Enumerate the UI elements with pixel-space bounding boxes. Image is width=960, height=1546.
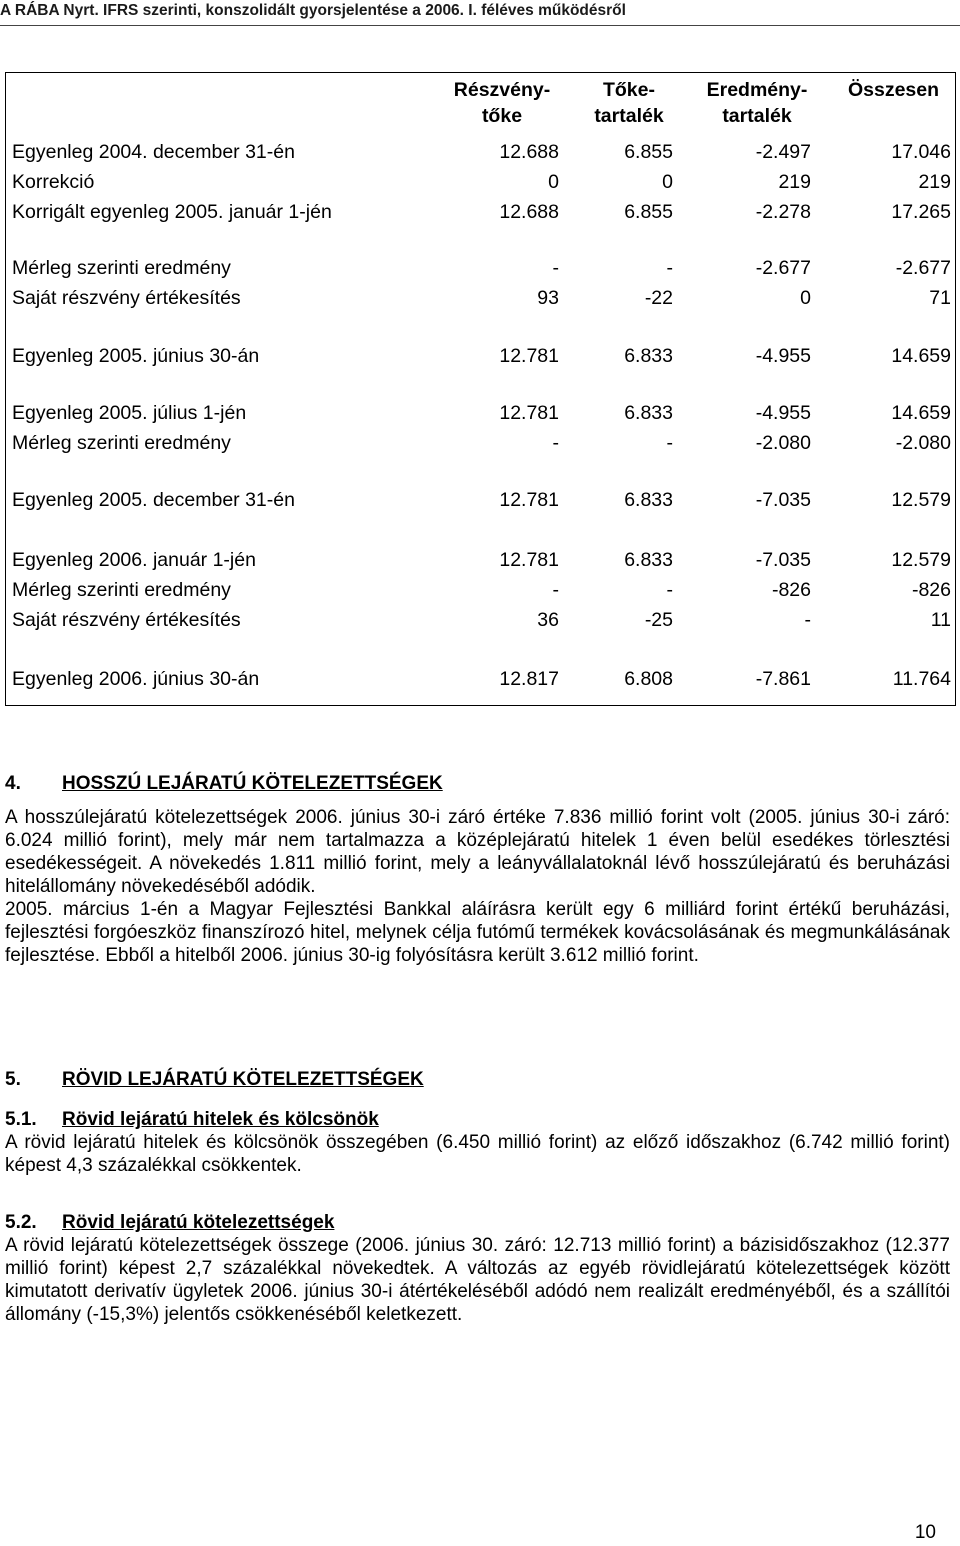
- column-header-share-capital: Részvény- tőke: [453, 79, 551, 127]
- page-number: 10: [914, 1522, 936, 1543]
- equity-changes-table: [5, 72, 956, 706]
- table-row: Egyenleg 2004. december 31-én 12.688 6.855 -2.497 17.046: [12, 141, 951, 163]
- paragraph: 2005. március 1-én a Magyar Fejlesztési Bankkal aláírásra került egy 6 milliárd forint értékű beruházási, fejlesztési forgóeszköz finanszírozó hitel, melynek célja futómű termékek kovácsolásának és megmunkálásának fejlesztése. Ebből a hitelből 2006. június 30-ig folyósításra került 3.612 millió forint.: [5, 899, 950, 966]
- section-heading: 5.2. Rövid lejáratú kötelezettségek: [5, 1212, 335, 1233]
- table-row: Egyenleg 2006. június 30-án 12.817 6.808 -7.861 11.764: [12, 668, 951, 690]
- table-row: Mérleg szerinti eredmény - - -2.080 -2.080: [12, 432, 951, 454]
- document-header: A RÁBA Nyrt. IFRS szerinti, konszolidált gyorsjelentése a 2006. I. féléves működésről: [0, 2, 626, 19]
- table-row: Mérleg szerinti eredmény - - -2.677 -2.677: [12, 257, 951, 279]
- section-short-term-loans: [5, 1109, 950, 1177]
- section-short-term-obligations: [5, 1212, 950, 1326]
- table-row: Saját részvény értékesítés 93 -22 0 71: [12, 287, 951, 309]
- table-row: Korrigált egyenleg 2005. január 1-jén 12.688 6.855 -2.278 17.265: [12, 201, 951, 223]
- header-divider: [0, 25, 960, 26]
- column-header-total: Összesen: [847, 79, 940, 101]
- section-short-term-liabilities: [5, 1069, 950, 1091]
- table-row: Egyenleg 2005. július 1-jén 12.781 6.833 -4.955 14.659: [12, 402, 951, 424]
- column-header-retained-earnings: Eredmény- tartalék: [706, 79, 808, 127]
- paragraph: A rövid lejáratú hitelek és kölcsönök összegében (6.450 millió forint) az előző időszakhoz (6.742 millió forint) képest 4,3 százalékkal csökkentek.: [5, 1132, 950, 1176]
- section-heading: 4. HOSSZÚ LEJÁRATÚ KÖTELEZETTSÉGEK: [5, 773, 443, 794]
- table-row: Egyenleg 2005. december 31-én 12.781 6.833 -7.035 12.579: [12, 489, 951, 511]
- table-row: Egyenleg 2006. január 1-jén 12.781 6.833 -7.035 12.579: [12, 549, 951, 571]
- table-row: Mérleg szerinti eredmény - - -826 -826: [12, 579, 951, 601]
- section-long-term-liabilities: [5, 773, 950, 967]
- table-row: Egyenleg 2005. június 30-án 12.781 6.833 -4.955 14.659: [12, 345, 951, 367]
- paragraph: A hosszúlejáratú kötelezettségek 2006. június 30-i záró értéke 7.836 millió forint volt (2005. június 30-i záró: 6.024 millió forint), mely már nem tartalmazza a középlejáratú hitelek 1 éven belül esedékes törlesztési esedékességeit. A növekedés 1.811 millió forint, mely a leányvállalatoknál lévő hosszúlejáratú és beruházási hitelállomány növekedéséből adódik.: [5, 807, 950, 897]
- paragraph: A rövid lejáratú kötelezettségek összege (2006. június 30. záró: 12.713 millió forint) a bázisidőszakhoz (12.377 millió forint) képest 2,7 százalékkal növekedtek. A változás az egyéb rövidlejáratú kötelezettségek között kimutatott derivatív ügyletek 2006. június 30-i átértékeléséből adódó nem realizált eredményéből, és a szállítói állomány (-15,3%) jelentős csökkenéséből keletkezett.: [5, 1235, 950, 1325]
- section-heading: 5. RÖVID LEJÁRATÚ KÖTELEZETTSÉGEK: [5, 1069, 424, 1090]
- column-header-capital-reserve: Tőke- tartalék: [594, 79, 664, 127]
- table-row: Saját részvény értékesítés 36 -25 - 11: [12, 609, 951, 631]
- table-row: Korrekció 0 0 219 219: [12, 171, 951, 193]
- section-heading: 5.1. Rövid lejáratú hitelek és kölcsönök: [5, 1109, 379, 1130]
